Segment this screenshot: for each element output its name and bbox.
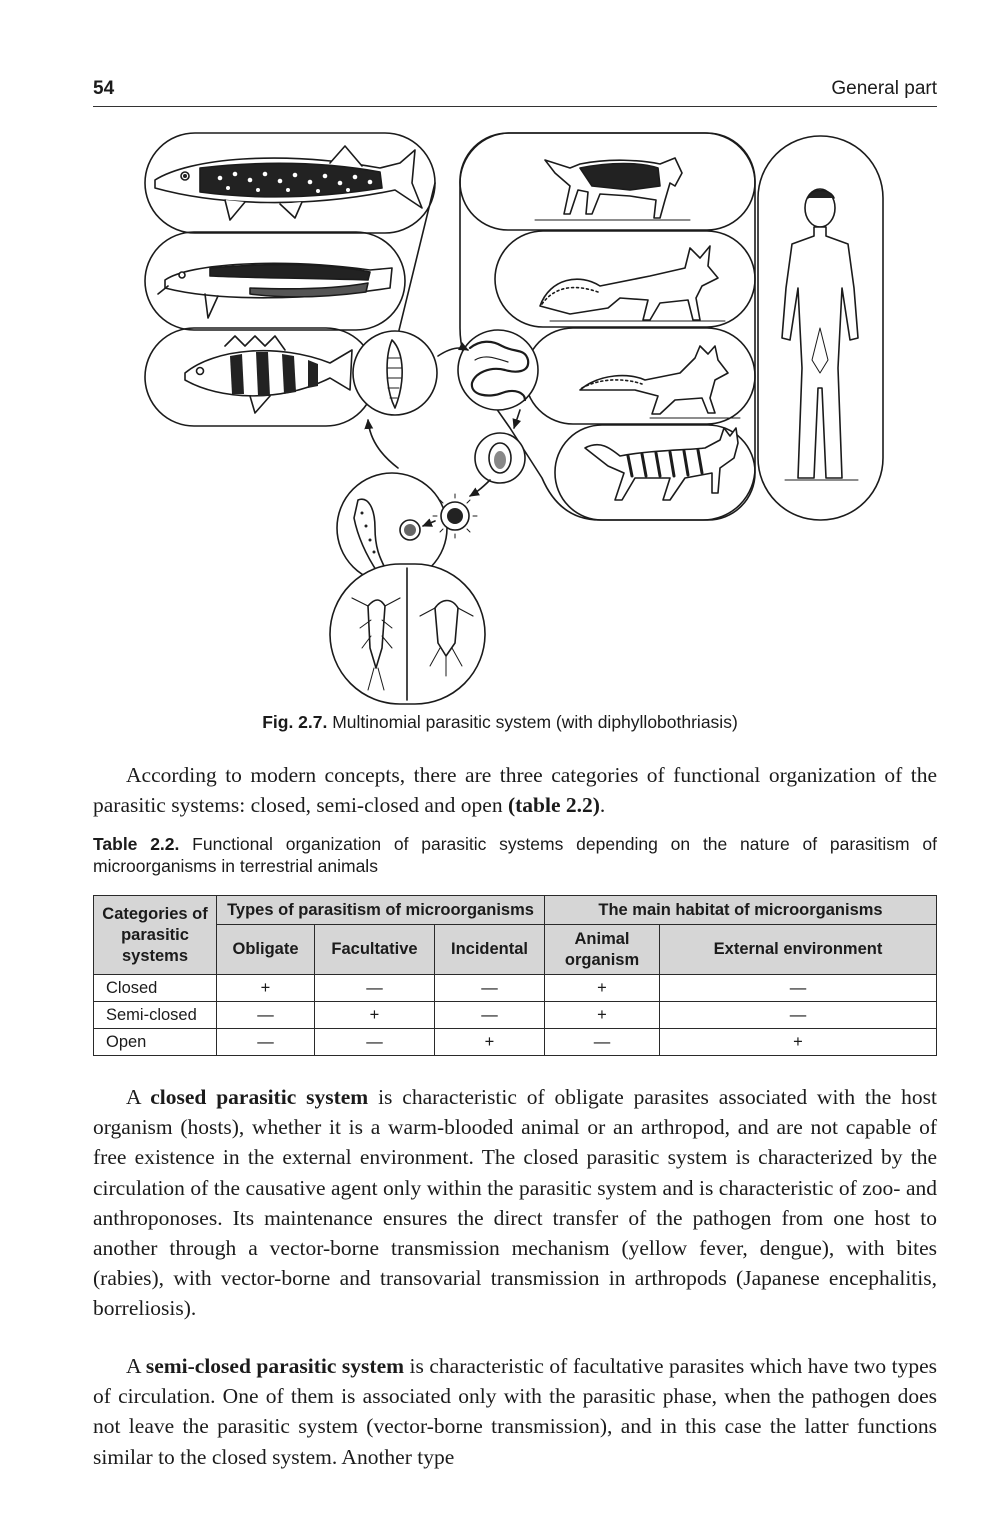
table-caption xyxy=(93,833,937,877)
closed-system-paragraph xyxy=(93,1082,937,1324)
human-host-group xyxy=(758,136,883,520)
coracidium-icon xyxy=(400,520,420,540)
section-title: General part xyxy=(831,78,937,99)
functional-organization-table xyxy=(93,895,937,1056)
figure-caption-label: Fig. 2.7. xyxy=(262,712,328,732)
cell-animal: + xyxy=(545,975,660,1002)
closed-text: is characteristic of obligate parasites associated with the host organism (hosts), whether it is a warm-blooded animal or an arthropod, and are not capable of free existence in the external environment. The closed parasitic system is characterized by the circulation of the causative agent only within the parasitic system and is characteristic of zoo- and anthroponoses. Its maintenance ensures the direct transfer of the pathogen from one host to another through a vector-borne transmission mechanism (yellow fever, dengue), with bites (rabies), with vector-borne and transovarial transmission in arthropods (Japanese encephalitis, borreliosis). xyxy=(93,1085,937,1321)
figure-caption xyxy=(0,712,1000,733)
page-number: 54 xyxy=(93,78,115,99)
fox-icon xyxy=(540,246,725,321)
human-icon xyxy=(782,189,858,480)
header-main-habitat: The main habitat of microorganisms xyxy=(545,896,937,925)
arctic-fox-icon xyxy=(580,346,740,418)
semi-closed-system-paragraph xyxy=(93,1351,937,1472)
cell-facultative: — xyxy=(315,975,435,1002)
parasitic-system-figure xyxy=(130,128,890,708)
table-reference: (table 2.2) xyxy=(507,793,600,818)
life-cycle-group xyxy=(330,330,538,704)
cell-facultative: + xyxy=(315,1002,435,1029)
semi-closed-lead: A xyxy=(126,1354,146,1378)
perch-icon xyxy=(185,336,352,413)
header-facultative: Facultative xyxy=(315,925,435,975)
cell-obligate: — xyxy=(217,1029,315,1056)
header-obligate: Obligate xyxy=(217,925,315,975)
dog-icon xyxy=(535,158,690,220)
cell-incidental: — xyxy=(435,1002,545,1029)
cell-category: Semi-closed xyxy=(94,1002,217,1029)
intro-paragraph xyxy=(93,760,937,820)
cell-obligate: — xyxy=(217,1002,315,1029)
table-row xyxy=(94,1002,937,1029)
intro-end: . xyxy=(599,793,606,818)
adult-tapeworm-circle xyxy=(458,330,538,410)
semi-closed-term: semi-closed parasitic system xyxy=(145,1354,405,1378)
table-caption-label: Table 2.2. xyxy=(93,834,180,854)
cell-animal: + xyxy=(545,1002,660,1029)
closed-term: closed parasitic system xyxy=(150,1085,369,1109)
figure-caption-text: Multinomial parasitic system (with diphyllobothriasis) xyxy=(327,712,738,732)
cell-external: — xyxy=(660,1002,937,1029)
header-animal-organism: Animal organism xyxy=(545,925,660,975)
table-row xyxy=(94,1029,937,1056)
table-caption-text: Functional organization of parasitic systems depending on the nature of parasitism of microorganisms in terrestrial animals xyxy=(93,834,937,876)
burbot-icon xyxy=(158,263,392,318)
cell-incidental: — xyxy=(435,975,545,1002)
semi-closed-text: is characteristic of facultative parasites which have two types of circulation. One of them is associated only with the parasitic phase, when the pathogen does not leave the parasitic system (vector-borne transmission), and in this case the latter functions similar to the closed system. Another type xyxy=(93,1354,938,1469)
cell-incidental: + xyxy=(435,1029,545,1056)
cell-obligate: + xyxy=(217,975,315,1002)
running-header xyxy=(93,72,937,107)
header-incidental: Incidental xyxy=(435,925,545,975)
header-external-environment: External environment xyxy=(660,925,937,975)
cell-facultative: — xyxy=(315,1029,435,1056)
cell-category: Closed xyxy=(94,975,217,1002)
header-types-of-parasitism: Types of parasitism of microorganisms xyxy=(217,896,545,925)
header-categories: Categories of parasitic systems xyxy=(94,896,217,975)
cat-icon xyxy=(585,428,738,500)
cell-category: Open xyxy=(94,1029,217,1056)
cell-external: + xyxy=(660,1029,937,1056)
cell-animal: — xyxy=(545,1029,660,1056)
cell-external: — xyxy=(660,975,937,1002)
intro-text: According to modern concepts, there are three categories of functional organization of the parasitic systems: closed, semi-closed and open xyxy=(93,763,937,818)
closed-lead: A xyxy=(126,1085,151,1109)
pike-icon xyxy=(155,146,422,220)
table-row xyxy=(94,975,937,1002)
